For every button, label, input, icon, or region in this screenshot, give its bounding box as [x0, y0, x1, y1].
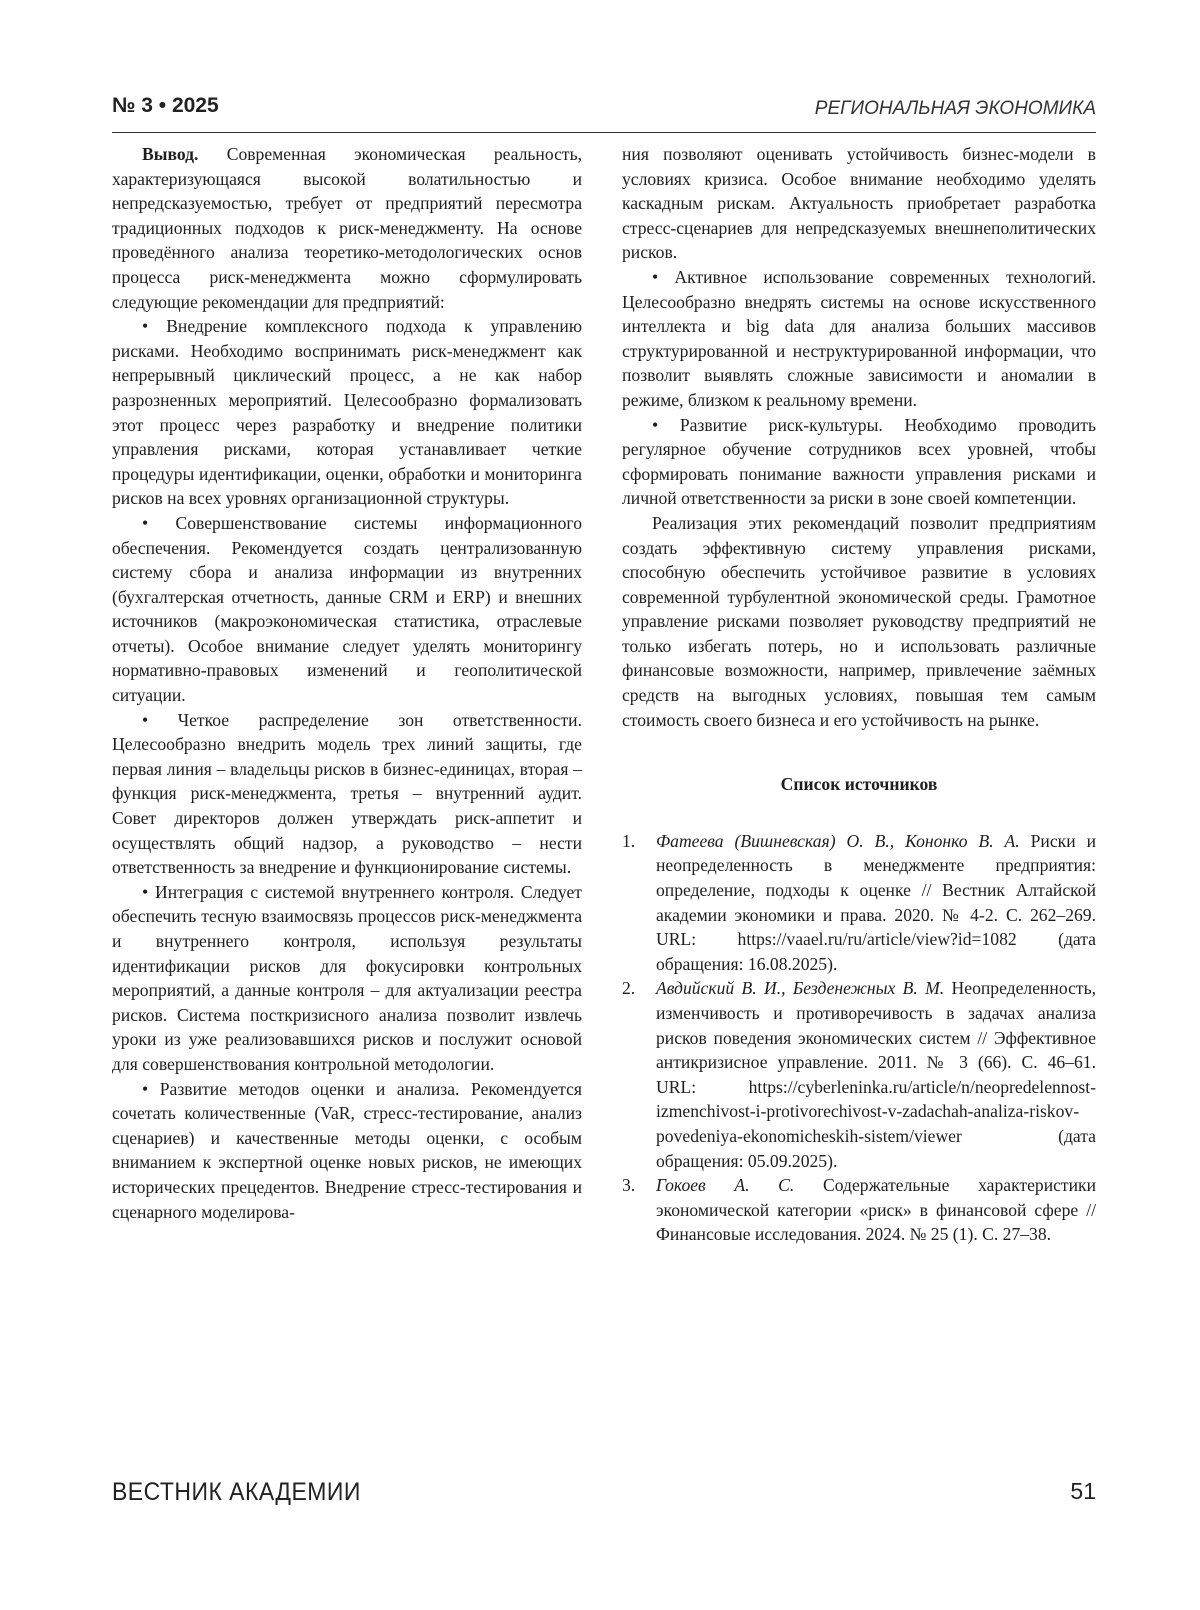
reference-item: [622, 1173, 1096, 1247]
page-number: 51: [1070, 1478, 1096, 1504]
conclusion-paragraph: [112, 142, 582, 314]
conclusion-text: Современная экономическая реальность, характеризующаяся высокой волатильностью и непредсказуемостью, требует от предприятий пересмотра традиционных подходов к риск-менеджменту. На основе проведённого анализа теоретико-методологических основ процесса риск-менеджмента можно сформулировать следующие рекомендации для предприятий:: [112, 144, 582, 312]
recommendation-2: • Совершенствование системы информационного обеспечения. Рекомендуется создать централизованную систему сбора и анализа информации из внутренних (бухгалтерская отчетность, данные CRM и ERP) и внешних источников (макроэкономическая статистика, отраслевые отчеты). Особое внимание следует уделять мониторингу нормативно-правовых изменений и геополитической ситуации.: [112, 511, 582, 708]
reference-item: [622, 976, 1096, 1173]
reference-authors: Авдийский В. И., Безденежных В. М.: [656, 978, 945, 999]
recommendation-7: • Развитие риск-культуры. Необходимо проводить регулярное обучение сотрудников всех уровней, чтобы сформировать понимание важности управления рисками и личной ответственности за риски в зоне своей компетенции.: [622, 413, 1096, 511]
reference-authors: Гокоев А. С.: [656, 1175, 795, 1196]
references-title: Список источников: [780, 774, 938, 795]
reference-text: Риски и неопределенность в менеджменте предприятия: определение, подходы к оценке // Вестник Алтайской академии экономики и права. 2020. № 4-2. С. 262–269. URL: https://vaael.ru/ru/article/view?id=1082 (дата обращения: 16.08.2025).: [656, 830, 1096, 974]
reference-item: [622, 829, 1096, 977]
issue-number: № 3 • 2025: [112, 94, 219, 117]
reference-authors: Фатеева (Вишневская) О. В., Кононко В. А.: [656, 830, 1020, 851]
recommendation-5-continuation: ния позволяют оценивать устойчивость бизнес-модели в условиях кризиса. Особое внимание необходимо уделять каскадным рискам. Актуальность приобретает разработка стресс-сценариев для непредсказуемых внешнеполитических рисков.: [622, 144, 1096, 263]
page-header: [112, 92, 1096, 133]
left-column: [112, 142, 582, 1224]
reference-text: Содержательные характеристики экономической категории «риск» в финансовой сфере // Финансовые исследования. 2024. № 25 (1). С. 27–38.: [656, 1175, 1096, 1245]
recommendation-4: • Интеграция с системой внутреннего контроля. Следует обеспечить тесную взаимосвязь процессов риск-менеджмента и внутреннего контроля, используя результаты идентификации рисков для фокусировки контрольных мероприятий, а данные контроля – для актуализации реестра рисков. Система посткризисного анализа позволит извлечь уроки из уже реализовавшихся рисков и послужит основой для совершенствования контрольной методологии.: [112, 880, 582, 1077]
journal-name: ВЕСТНИК АКАДЕМИИ: [112, 1478, 361, 1506]
reference-number: 3.: [622, 1175, 636, 1196]
recommendation-1: • Внедрение комплексного подхода к управлению рисками. Необходимо воспринимать риск-менеджмент как непрерывный циклический процесс, а не как набор разрозненных мероприятий. Целесообразно формализовать этот процесс через разработку и внедрение политики управления рисками, которая устанавливает четкие процедуры идентификации, оценки, обработки и мониторинга рисков на всех уровнях организационной структуры.: [112, 314, 582, 511]
section-title: РЕГИОНАЛЬНАЯ ЭКОНОМИКА: [814, 98, 1096, 119]
conclusion-lead: Вывод.: [142, 144, 199, 164]
reference-text: Неопределенность, изменчивость и противоречивость в задачах анализа рисков поведения экономических систем // Эффективное антикризисное управление. 2011. № 3 (66). С. 46–61. URL: https://cyberleninka.ru/article/n/neopredelennost-izmenchivost-i-protivorechivost-v-zadachah-analiza-riskov-povedeniya-ekonomicheskih-sistem/viewer (дата обращения: 05.09.2025).: [656, 978, 1096, 1171]
recommendation-6: • Активное использование современных технологий. Целесообразно внедрять системы на основе искусственного интеллекта и big data для анализа больших массивов структурированной и неструктурированной информации, что позволит выявлять сложные зависимости и аномалии в режиме, близком к реальному времени.: [622, 265, 1096, 413]
right-column: [622, 142, 1096, 1247]
reference-number: 1.: [622, 830, 636, 851]
recommendation-5: • Развитие методов оценки и анализа. Рекомендуется сочетать количественные (VaR, стресс-тестирование, анализ сценариев) и качественные методы оценки, с особым вниманием к экспертной оценке новых рисков, не имеющих исторических прецедентов. Внедрение стресс-тестирования и сценарного моделирова-: [112, 1077, 582, 1225]
closing-paragraph: Реализация этих рекомендаций позволит предприятиям создать эффективную систему управления рисками, способную обеспечить устойчивое развитие в условиях современной турбулентной экономической среды. Грамотное управление рисками позволяет руководству предприятий не только избегать потерь, но и использовать различные финансовые возможности, например, привлечение заёмных средств на выгодных условиях, повышая тем самым стоимость своего бизнеса и его устойчивость на рынке.: [622, 512, 1096, 730]
reference-number: 2.: [622, 978, 636, 999]
recommendation-3: • Четкое распределение зон ответственности. Целесообразно внедрить модель трех линий защиты, где первая линия – владельцы рисков в бизнес-единицах, вторая – функция риск-менеджмента, третья – внутренний аудит. Совет директоров должен утверждать риск-аппетит и осуществлять общий надзор, а руководство – нести ответственность за внедрение и функционирование системы.: [112, 708, 582, 880]
references-list: [622, 829, 1096, 1247]
